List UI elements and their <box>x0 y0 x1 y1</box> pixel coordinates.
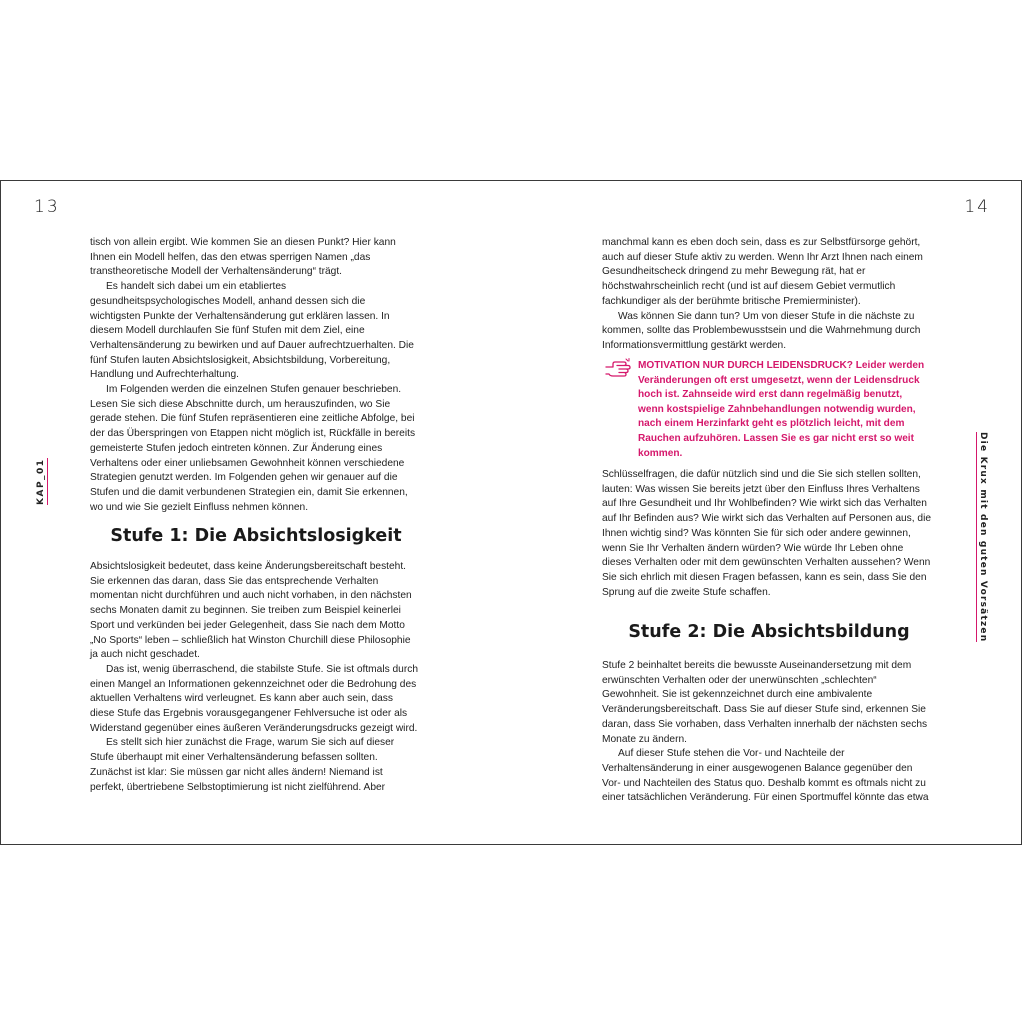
page-number-right: 14 <box>964 197 990 217</box>
right-paragraph-5: Auf dieser Stufe stehen die Vor- und Nachteile der Verhaltensänderung in einer ausgewogenen Balance gegenüber den Vor- und Nachteilen des Status quo. Deshalb kommt es oftmals nicht zu einer tatsächlichen Veränderung. Für einen Sportmuffel könnte das etwa <box>602 748 929 804</box>
right-paragraph-1: manchmal kann es eben doch sein, dass es zur Selbstfürsorge gehört, auch auf dieser Stufe aktiv zu werden. Wenn Ihr Arzt Ihnen nach einem Gesundheitscheck dringend zu mehr Bewegung rät, hat er höchstwahrscheinlich recht (und ist auf diesem Gebiet vermutlich fachkundiger als der berühmte britische Premierminister). <box>602 237 923 307</box>
left-paragraph-3: Im Folgenden werden die einzelnen Stufen genauer beschrieben. Lesen Sie sich diese Abschnitte durch, um herauszufinden, wo Sie gerade stehen. Die fünf Stufen repräsentieren eine zeitliche Abfolge, bei der das Überspringen von Etappen nicht möglich ist, Rückfälle in bereits gemeisterte Stufen jedoch eintreten können. Zur Änderung eines Verhaltens oder einer unliebsamen Gewohnheit können verschiedene Strategien genutzt werden. Im Folgenden gehen wir genauer auf die Stufen und die damit verbundenen Strategien ein, damit Sie erkennen, wo und wie Sie gezielt Einfluss nehmen können. <box>90 384 416 513</box>
right-page-text-middle <box>602 468 932 600</box>
left-paragraph-6: Es stellt sich hier zunächst die Frage, warum Sie sich auf dieser Stufe überhaupt mit einer Verhaltensänderung befassen sollten. Zunächst ist klar: Sie müssen gar nicht alles ändern! Niemand ist perfekt, übertriebene Selbstoptimierung ist nicht zielführend. Aber <box>90 737 395 793</box>
page-number-left: 13 <box>34 197 60 217</box>
chapter-title-vertical: Die Krux mit den guten Vorsätzen <box>978 432 988 643</box>
right-paragraph-2: Was können Sie dann tun? Um von dieser Stufe in die nächste zu kommen, sollte das Problembewusstsein und die Wahrnehmung durch Informationsvermittlung gestärkt werden. <box>602 310 921 351</box>
pointing-hand-icon <box>604 358 632 378</box>
right-paragraph-4: Stufe 2 beinhaltet bereits die bewusste Auseinandersetzung mit dem erwünschten Verhalten oder der unerwünschten „schlechten“ Gewohnheit. Sie ist gekennzeichnet durch eine ambivalente Veränderungsbereitschaft. Dass Sie auf dieser Stufe sind, erkennen Sie daran, dass Sie vorhaben, dass Verhalten innerhalb der nächsten sechs Monate zu ändern. <box>602 660 928 745</box>
left-page-text-top <box>90 236 418 515</box>
right-paragraph-3: Schlüsselfragen, die dafür nützlich sind und die Sie sich stellen sollten, lauten: Was wissen Sie bereits jetzt über den Einfluss Ihres Verhaltens auf Ihre Gesundheit und Ihr Wohlbefinden? Wie wirkt sich das Verhalten auf Ihr Befinden aus? Wie wirkt sich das Verhalten auf Personen aus, die Ihnen wichtig sind? Was könnten Sie für sich oder andere gewinnen, wenn Sie Ihr Verhalten ändern würden? Wie würde Ihr Leben ohne dieses Verhalten oder mit dem gewünschten Verhalten aussehen? Wenn Sie sich ehrlich mit diesen Fragen befassen, kann es sein, dass Sie den Sprung auf die zweite Stufe schaffen. <box>602 469 932 598</box>
heading-stufe-1: Stufe 1: Die Absichtslosigkeit <box>110 526 402 546</box>
right-page-text-top <box>602 236 932 354</box>
chapter-label: KAP_01 <box>36 458 46 505</box>
left-paragraph-1: tisch von allein ergibt. Wie kommen Sie an diesen Punkt? Hier kann Ihnen ein Modell helfen, das den etwas sperrigen Namen „das transtheoretische Modell der Verhaltensänderung“ trägt. <box>90 237 396 278</box>
callout-motivation: MOTIVATION NUR DURCH LEIDENSDRUCK? Leider werden Veränderungen oft erst umgesetzt, wenn der Leidensdruck hoch ist. Zahnseide wird erst dann regelmäßig benutzt, wenn kostspielige Zahnbehandlungen notwendig wurden, nach einem Herzinfarkt geht es plötzlich leicht, mit dem Rauchen aufzuhören. Lassen Sie es gar nicht erst so weit kommen. <box>638 360 925 459</box>
left-paragraph-5: Das ist, wenig überraschend, die stabilste Stufe. Sie ist oftmals durch einen Mangel an Informationen gekennzeichnet oder die Bedrohung des aktuellen Verhaltens wird verleugnet. Es kann aber auch sein, dass diese Stufe das Ergebnis vorausgegangener Fehlversuche ist oder als Widerstand gegenüber eines äußeren Veränderungsdrucks gezeigt wird. <box>90 663 419 734</box>
right-page-text-bottom <box>602 659 932 806</box>
left-page-text-bottom <box>90 560 418 795</box>
left-paragraph-4: Absichtslosigkeit bedeutet, dass keine Änderungsbereitschaft besteht. Sie erkennen das daran, dass Sie das entsprechende Verhalten momentan nicht durchführen und auch nicht vorhaben, in den nächsten sechs Monaten damit zu beginnen. Sie treiben zum Beispiel keinerlei Sport und verkünden bei jeder Gelegenheit, dass Sie nach dem Motto „No Sports“ leben – schließlich hat Winston Churchill diese Philosophie ja auch nicht geschadet. <box>90 561 412 661</box>
heading-stufe-2: Stufe 2: Die Absichtsbildung <box>628 622 910 642</box>
left-paragraph-2: Es handelt sich dabei um ein etabliertes gesundheitspsychologisches Modell, anhand dessen sich die wichtigsten Punkte der Verhaltensänderung gut erklären lassen. In diesem Modell durchlaufen Sie fünf Stufen mit dem Ziel, eine Verhaltensänderung zu bewirken und auf Dauer aufrechtzuerhalten. Die fünf Stufen lauten Absichtslosigkeit, Absichtsbildung, Vorbereitung, Handlung und Aufrechterhaltung. <box>90 281 414 381</box>
